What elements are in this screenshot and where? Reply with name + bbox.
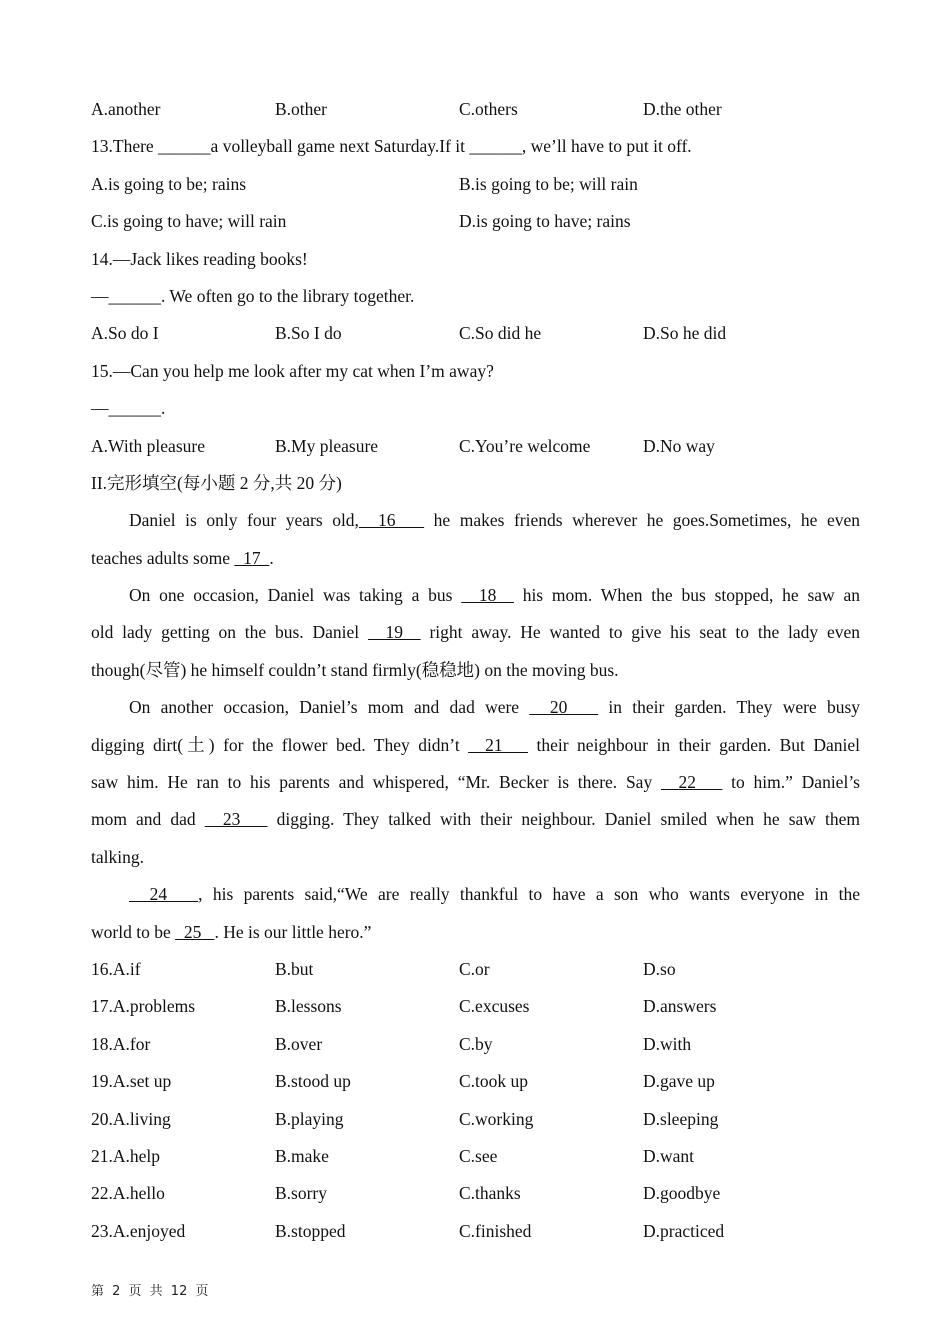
passage-text: , his parents said,“We are really thankful to have a son who wants everyone in the xyxy=(198,884,860,905)
option-item: 22.A.hello xyxy=(91,1183,165,1204)
option-item: D.sleeping xyxy=(643,1108,719,1129)
option-item: C.is going to have; will rain xyxy=(91,211,287,232)
answer-blank: 22 xyxy=(660,772,723,793)
option-row xyxy=(91,1213,860,1250)
option-row xyxy=(91,91,860,128)
question-text: 13.There ______a volleyball game next Saturday.If it ______, we’ll have to put it off. xyxy=(91,136,692,157)
question-text: —______. We often go to the library together. xyxy=(91,285,415,306)
page-footer: 第 2 页 共 12 页 xyxy=(91,1284,209,1299)
option-item: C.took up xyxy=(459,1071,529,1092)
option-item: A.another xyxy=(91,99,161,119)
option-item: B.make xyxy=(275,1145,329,1166)
passage-text: old lady getting on the bus. Daniel xyxy=(91,622,368,643)
option-row xyxy=(91,988,860,1025)
passage-text: their neighbour in their garden. But Daniel xyxy=(528,734,860,755)
question-text: II.完形填空(每小题 2 分,共 20 分) xyxy=(91,472,342,493)
option-item: D.No way xyxy=(643,435,715,456)
option-item: C.So did he xyxy=(459,323,542,344)
option-item: D.want xyxy=(643,1145,695,1166)
question-text: —______. xyxy=(91,398,166,419)
passage-text: talking. xyxy=(91,846,144,867)
passage-text: On one occasion, Daniel was taking a bus xyxy=(129,585,462,606)
option-item: C.working xyxy=(459,1108,534,1129)
answer-blank: 19 xyxy=(367,622,421,643)
answer-blank: 16 xyxy=(358,510,425,531)
option-item: B.but xyxy=(275,958,314,979)
passage-line xyxy=(91,540,860,577)
passage-text: in their garden. They were busy xyxy=(598,697,860,718)
question-text: 14.—Jack likes reading books! xyxy=(91,248,308,269)
passage-line xyxy=(91,839,860,876)
option-item: B.stopped xyxy=(275,1220,346,1241)
question-text: 15.—Can you help me look after my cat when I’m away? xyxy=(91,360,494,381)
passage-line xyxy=(91,689,860,726)
passage-text: digging dirt(土) for the flower bed. They didn’t xyxy=(91,734,469,755)
option-item: B.So I do xyxy=(275,323,342,344)
option-item: 21.A.help xyxy=(91,1145,161,1166)
passage-text: mom and dad xyxy=(91,809,205,830)
passage-line xyxy=(91,727,860,764)
passage-text: digging. They talked with their neighbour. Daniel smiled when he saw them xyxy=(267,809,860,830)
option-item: B.playing xyxy=(275,1108,344,1129)
passage-text: world to be xyxy=(91,921,176,942)
answer-blank: 18 xyxy=(461,585,514,606)
option-item: D.so xyxy=(643,958,676,979)
option-item: 18.A.for xyxy=(91,1033,151,1054)
document-body xyxy=(91,91,860,1250)
option-item: B.My pleasure xyxy=(275,435,379,456)
option-row xyxy=(91,1175,860,1212)
option-item: C.finished xyxy=(459,1220,532,1241)
option-row xyxy=(91,1026,860,1063)
option-item: A.is going to be; rains xyxy=(91,173,247,194)
answer-blank: 20 xyxy=(529,697,599,718)
passage-line xyxy=(91,652,860,689)
option-row xyxy=(91,1063,860,1100)
option-item: D.So he did xyxy=(643,323,727,344)
passage-line xyxy=(91,876,860,913)
passage-text: his mom. When the bus stopped, he saw an xyxy=(513,585,860,606)
option-item: C.You’re welcome xyxy=(459,435,591,456)
answer-blank: 25 xyxy=(175,921,215,942)
passage-line xyxy=(91,801,860,838)
option-item: A.With pleasure xyxy=(91,435,205,456)
passage-line xyxy=(91,914,860,951)
option-item: C.thanks xyxy=(459,1183,521,1204)
passage-text: right away. He wanted to give his seat to the lady even xyxy=(420,622,860,643)
option-item: A.So do I xyxy=(91,323,159,344)
passage-text: to him.” Daniel’s xyxy=(722,772,860,793)
passage-line xyxy=(91,502,860,539)
option-row xyxy=(91,428,860,465)
answer-blank: 23 xyxy=(204,809,268,830)
option-item: D.gave up xyxy=(643,1071,715,1092)
passage-line xyxy=(91,577,860,614)
answer-blank: 24 xyxy=(129,884,199,905)
option-item: C.others xyxy=(459,99,518,119)
option-item: 20.A.living xyxy=(91,1108,171,1129)
passage-text: saw him. He ran to his parents and whispered, “Mr. Becker is there. Say xyxy=(91,772,661,793)
passage-text: teaches adults some xyxy=(91,547,235,568)
option-item: D.with xyxy=(643,1033,692,1054)
option-item: D.practiced xyxy=(643,1220,725,1241)
option-item: C.excuses xyxy=(459,996,530,1017)
option-item: B.sorry xyxy=(275,1183,328,1204)
option-row xyxy=(91,203,860,240)
option-item: B.other xyxy=(275,99,328,119)
option-item: C.by xyxy=(459,1033,493,1054)
option-row xyxy=(91,951,860,988)
answer-blank: 21 xyxy=(468,734,529,755)
passage-text: he makes friends wherever he goes.Sometimes, he even xyxy=(424,510,860,531)
option-item: 19.A.set up xyxy=(91,1071,172,1092)
option-row xyxy=(91,315,860,352)
option-item: D.answers xyxy=(643,996,717,1017)
passage-line xyxy=(91,614,860,651)
passage-line xyxy=(91,764,860,801)
passage-text: Daniel is only four years old, xyxy=(129,510,359,531)
option-row xyxy=(91,1101,860,1138)
option-item: B.lessons xyxy=(275,996,342,1017)
answer-blank: 17 xyxy=(234,547,270,568)
passage-text: . He is our little hero.” xyxy=(214,921,372,942)
option-item: 17.A.problems xyxy=(91,996,196,1017)
passage-text: . xyxy=(269,547,274,568)
passage-text: though(尽管) he himself couldn’t stand firmly(稳稳地) on the moving bus. xyxy=(91,659,619,680)
option-row xyxy=(91,166,860,203)
option-item: D.goodbye xyxy=(643,1183,721,1204)
option-item: C.see xyxy=(459,1145,498,1166)
passage-text: On another occasion, Daniel’s mom and dad were xyxy=(129,697,530,718)
option-item: 16.A.if xyxy=(91,958,141,979)
option-item: B.is going to be; will rain xyxy=(459,173,638,194)
option-item: C.or xyxy=(459,958,490,979)
option-row xyxy=(91,1138,860,1175)
option-item: B.stood up xyxy=(275,1071,351,1092)
option-item: D.the other xyxy=(643,99,722,119)
option-item: B.over xyxy=(275,1033,323,1054)
option-item: 23.A.enjoyed xyxy=(91,1220,186,1241)
option-item: D.is going to have; rains xyxy=(459,211,631,232)
